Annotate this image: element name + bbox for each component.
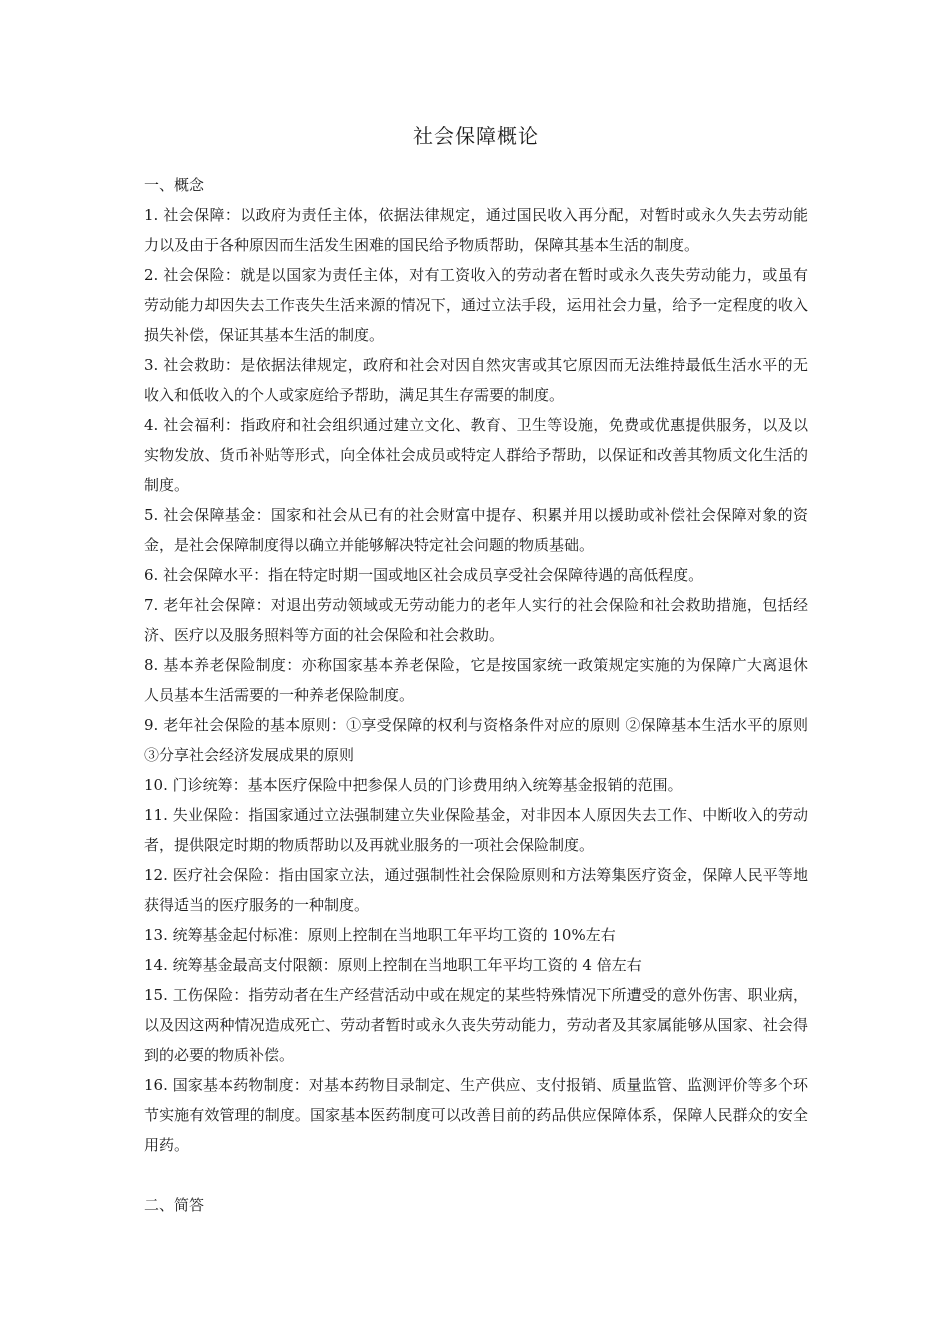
document-title: 社会保障概论 (413, 124, 539, 148)
definition-item: 4. 社会福利：指政府和社会组织通过建立文化、教育、卫生等设施，免费或优惠提供服务，以及以实物发放、货币补贴等形式，向全体社会成员或特定人群给予帮助，以保证和改善其物质文化生活的制度。 (144, 416, 808, 494)
definition-item: 12. 医疗社会保险：指由国家立法，通过强制性社会保险原则和方法筹集医疗资金，保障人民平等地获得适当的医疗服务的一种制度。 (144, 866, 808, 914)
definition-item: 14. 统筹基金最高支付限额：原则上控制在当地职工年平均工资的 4 倍左右 (144, 956, 642, 974)
definition-item: 7. 老年社会保障：对退出劳动领域或无劳动能力的老年人实行的社会保险和社会救助措施，包括经济、医疗以及服务照料等方面的社会保险和社会救助。 (144, 596, 808, 644)
section-heading-concepts: 一、概念 (144, 176, 205, 194)
definition-item: 16. 国家基本药物制度：对基本药物目录制定、生产供应、支付报销、质量监管、监测评价等多个环节实施有效管理的制度。国家基本医药制度可以改善目前的药品供应保障体系，保障人民群众的安全用药。 (144, 1076, 808, 1154)
definition-item: 2. 社会保险：就是以国家为责任主体，对有工资收入的劳动者在暂时或永久丧失劳动能力，或虽有劳动能力却因失去工作丧失生活来源的情况下，通过立法手段，运用社会力量，给予一定程度的收入损失补偿，保证其基本生活的制度。 (144, 266, 808, 344)
section-heading-short-answer: 二、简答 (144, 1196, 205, 1214)
definition-item: 9. 老年社会保险的基本原则：①享受保障的权利与资格条件对应的原则 ②保障基本生活水平的原则 ③分享社会经济发展成果的原则 (144, 716, 808, 764)
definition-item: 6. 社会保障水平：指在特定时期一国或地区社会成员享受社会保障待遇的高低程度。 (144, 566, 704, 584)
definition-item: 15. 工伤保险：指劳动者在生产经营活动中或在规定的某些特殊情况下所遭受的意外伤害、职业病，以及因这两种情况造成死亡、劳动者暂时或永久丧失劳动能力，劳动者及其家属能够从国家、社会得到的必要的物质补偿。 (144, 986, 808, 1064)
definition-item: 3. 社会救助：是依据法律规定，政府和社会对因自然灾害或其它原因而无法维持最低生活水平的无收入和低收入的个人或家庭给予帮助，满足其生存需要的制度。 (144, 356, 808, 404)
definition-item: 10. 门诊统筹：基本医疗保险中把参保人员的门诊费用纳入统筹基金报销的范围。 (144, 776, 683, 794)
definition-item: 11. 失业保险：指国家通过立法强制建立失业保险基金，对非因本人原因失去工作、中断收入的劳动者，提供限定时期的物质帮助以及再就业服务的一项社会保险制度。 (144, 806, 808, 854)
definition-item: 5. 社会保障基金：国家和社会从已有的社会财富中提存、积累并用以援助或补偿社会保障对象的资金，是社会保障制度得以确立并能够解决特定社会问题的物质基础。 (144, 506, 808, 554)
definition-item: 13. 统筹基金起付标准：原则上控制在当地职工年平均工资的 10%左右 (144, 926, 616, 944)
definition-item: 8. 基本养老保险制度：亦称国家基本养老保险，它是按国家统一政策规定实施的为保障广大离退休人员基本生活需要的一种养老保险制度。 (144, 656, 808, 704)
document-body (144, 170, 808, 1220)
definition-item: 1. 社会保障：以政府为责任主体，依据法律规定，通过国民收入再分配，对暂时或永久失去劳动能力以及由于各种原因而生活发生困难的国民给予物质帮助，保障其基本生活的制度。 (144, 206, 808, 254)
